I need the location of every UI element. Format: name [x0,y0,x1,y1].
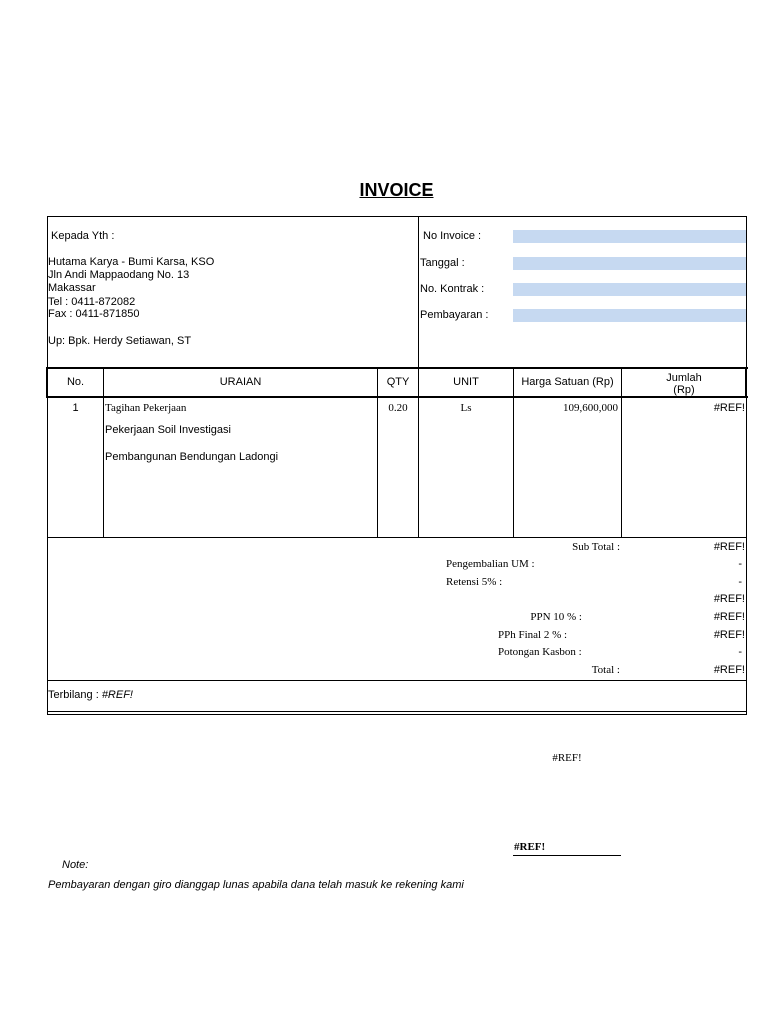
recipient-city: Makassar [48,282,96,294]
totals-top-border [47,537,747,538]
retensi-label: Retensi 5% : [446,576,503,588]
row-1-detail-1: Pekerjaan Soil Investigasi [105,424,231,436]
col-divider-3 [418,367,419,537]
contract-label: No. Kontrak : [420,283,485,295]
um-value: - [738,558,742,570]
row-1-description: Tagihan Pekerjaan [105,402,187,414]
box-bottom-border-2 [47,714,747,715]
terbilang [48,689,133,701]
signature-underline [513,855,621,856]
date-label: Tanggal : [420,257,465,269]
terbilang-value: #REF! [101,689,133,701]
recipient-attention: Up: Bpk. Herdy Setiawan, ST [48,335,192,347]
table-header-top [46,367,748,369]
blank-row-value: #REF! [713,593,745,605]
total-value: #REF! [713,664,745,676]
col-divider-1 [103,367,104,537]
kasbon-value: - [738,646,742,658]
invoice-number-label: No Invoice : [423,230,482,242]
recipient-address: Jln Andi Mappaodang No. 13 [48,269,190,281]
date-field[interactable] [513,257,746,270]
row-1-amount: #REF! [713,402,745,414]
box-top-border [47,216,747,217]
recipient-tel: Tel : 0411-872082 [48,296,136,308]
header-divider [418,216,419,367]
signature-place-date: #REF! [552,752,582,764]
ppn-value: #REF! [713,611,745,623]
terbilang-top-border [47,680,747,681]
terbilang-label: Terbilang : [48,689,102,701]
header-qty: QTY [386,376,410,388]
header-description: URAIAN [219,376,262,388]
pph-value: #REF! [713,629,745,641]
row-1-detail-2: Pembangunan Bendungan Ladongi [105,451,279,463]
invoice-title: INVOICE [359,180,434,200]
col-divider-2 [377,367,378,537]
subtotal-value: #REF! [713,541,745,553]
total-label: Total : [591,664,620,676]
payment-label: Pembayaran : [420,309,489,321]
header-amount-line1: Jumlah [666,372,702,384]
retensi-value: - [738,576,742,588]
subtotal-label: Sub Total : [572,541,620,553]
contract-field[interactable] [513,283,746,296]
col-divider-4 [513,367,514,537]
header-unit: UNIT [453,376,479,388]
row-1-unit: Ls [460,402,472,414]
box-bottom-border-1 [47,711,747,712]
signature-name: #REF! [514,841,546,853]
pph-label: PPh Final 2 % : [498,629,568,641]
header-unit-price: Harga Satuan (Rp) [521,376,614,388]
recipient-label: Kepada Yth : [51,230,115,242]
recipient-fax: Fax : 0411-871850 [48,308,140,320]
note-text: Pembayaran dengan giro dianggap lunas apabila dana telah masuk ke rekening kami [48,879,464,891]
payment-field[interactable] [513,309,746,322]
invoice-number-field[interactable] [513,230,746,243]
recipient-company: Hutama Karya - Bumi Karsa, KSO [48,256,215,268]
row-1-no: 1 [72,402,79,414]
ppn-label: PPN 10 % : [530,611,582,623]
row-1-unit-price: 109,600,000 [563,402,618,414]
note-label: Note: [62,859,89,871]
table-header-bottom [46,396,748,398]
header-no: No. [66,376,85,388]
row-1-qty: 0.20 [388,402,408,414]
um-label: Pengembalian UM : [446,558,535,570]
box-right-border [746,216,747,714]
header-amount-line2: (Rp) [673,384,695,396]
kasbon-label: Potongan Kasbon : [498,646,582,658]
